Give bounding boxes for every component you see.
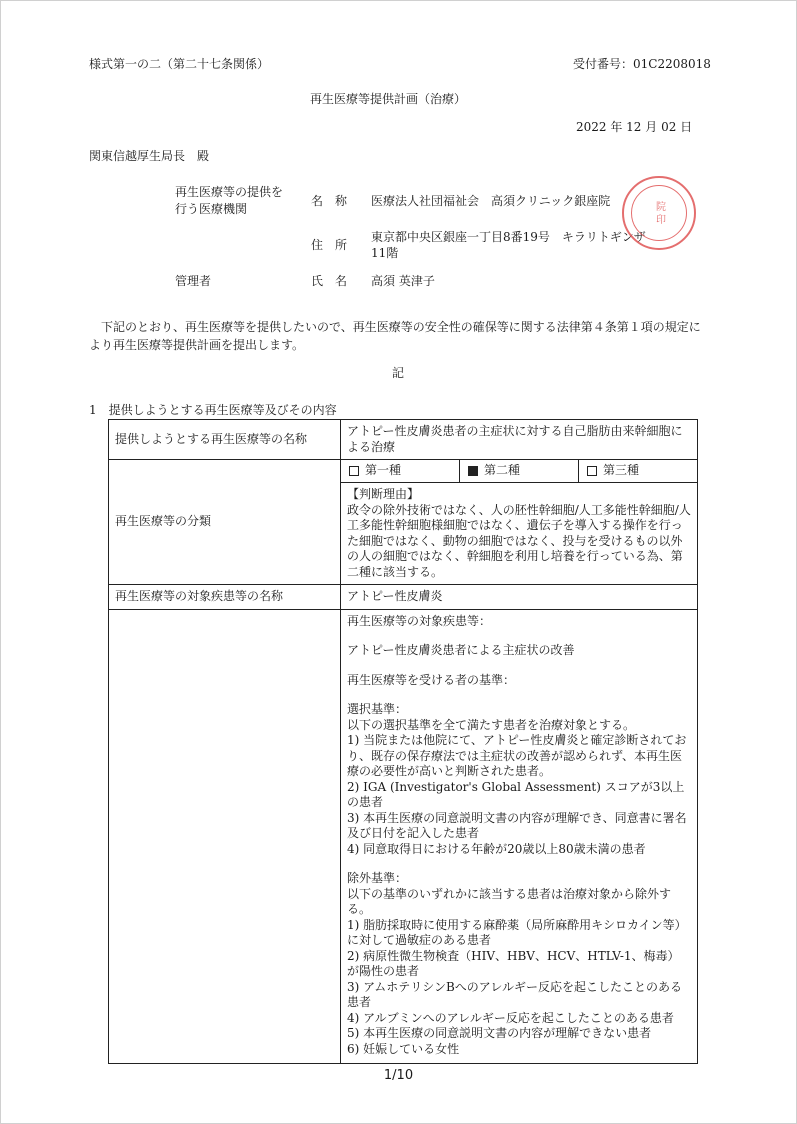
row-label-classification: 再生医療等の分類 xyxy=(109,460,341,585)
name-label: 名 称 xyxy=(311,194,348,208)
table-row-classification xyxy=(109,460,698,585)
plan-table xyxy=(108,419,698,1064)
manager-name: 高須 英津子 xyxy=(371,274,435,288)
target-heading: 再生医療等の対象疾患等： xyxy=(347,613,492,628)
provider-label-line2: 行う医療機関 xyxy=(175,202,248,216)
ki-heading: 記 xyxy=(392,366,405,380)
provider-label-line1: 再生医療等の提供を xyxy=(175,185,284,199)
form-label: 様式第一の二（第二十七条関係） xyxy=(89,57,270,71)
selection-criteria: 選択基準： 以下の選択基準を全て満たす患者を治療対象とする。 1) 当院または他院にて、アトピー性皮膚炎と確定診断されており、既存の保存療法では主症状の改善が認められず、本再生医療の必要性が高いと判断された患者。 2) IGA (Investigator's Global Assessment) スコアが3以上の患者 3) 本再生医療の同意説明文書の内容が理解でき、同意書に署名及び日付を記入した患者 4) 同意取得日における年齢が20歳以上80歳未満の患者 xyxy=(347,702,687,856)
classification-reason: 【判断理由】 政令の除外技術ではなく、人の胚性幹細胞/人工多能性幹細胞/人工多能性幹細胞様細胞ではなく、遺伝子を導入する操作を行った細胞ではなく、動物の細胞ではなく、投与を受けるもの以外の人の細胞ではなく、幹細胞を利用し培養を行っている為、第二種に該当する。 xyxy=(347,487,691,579)
section-1-title: 1 提供しようとする再生医療等及びその内容 xyxy=(89,403,337,417)
category-3-option: 第三種 xyxy=(579,460,697,482)
addressee: 関東信越厚生局長 殿 xyxy=(89,149,210,163)
clinic-seal-stamp: 院 印 xyxy=(622,176,696,250)
category-1-option: 第一種 xyxy=(341,460,460,482)
table-row-criteria xyxy=(109,609,698,1064)
row-value-name: アトピー性皮膚炎患者の主症状に対する自己脂肪由来幹細胞による治療 xyxy=(341,420,698,460)
address-line2: 11階 xyxy=(371,246,399,260)
address-line1: 東京都中央区銀座一丁目8番19号 キラリトギンザ xyxy=(371,230,646,244)
page-number: 1/10 xyxy=(383,1068,414,1083)
category-2-option: 第二種 xyxy=(460,460,579,482)
table-row-target-disease xyxy=(109,585,698,610)
exclusion-criteria: 除外基準： 以下の基準のいずれかに該当する患者は治療対象から除外する。 1) 脂肪採取時に使用する麻酔薬（局所麻酔用キシロカイン等）に対して過敏症のある患者 2) 病原性微生物検査（HIV、HBV、HCV、HTLV-1、梅毒）が陽性の患者 3) アムホテリシンBへのアレルギー反応を起こしたことのある患者 4) アルブミンへのアレルギー反応を起こしたことのある患者 5) 本再生医療の同意説明文書の内容が理解できない患者 6) 妊娠している女性 xyxy=(347,871,687,1056)
manager-name-label: 氏 名 xyxy=(311,274,348,288)
row-label-criteria-empty xyxy=(109,609,341,1064)
submission-date: 2022 年 12 月 02 日 xyxy=(576,120,693,134)
intro-paragraph: 下記のとおり、再生医療等を提供したいので、再生医療等の安全性の確保等に関する法律第４条第１項の規定により再生医療等提供計画を提出します。 xyxy=(89,320,701,352)
document-title: 再生医療等提供計画（治療） xyxy=(310,92,467,106)
target-value: アトピー性皮膚炎患者による主症状の改善 xyxy=(347,643,575,657)
address-label: 住 所 xyxy=(311,238,348,252)
checkbox-checked-icon xyxy=(468,466,478,476)
classification-options xyxy=(341,460,697,483)
manager-label: 管理者 xyxy=(175,274,212,288)
checkbox-empty-icon xyxy=(587,466,597,476)
row-label-target-disease: 再生医療等の対象疾患等の名称 xyxy=(109,585,341,610)
criteria-heading: 再生医療等を受ける者の基準： xyxy=(347,672,516,687)
row-value-target-disease: アトピー性皮膚炎 xyxy=(341,585,698,610)
receipt-number: 受付番号：01C2208018 xyxy=(573,57,711,71)
row-label-name: 提供しようとする再生医療等の名称 xyxy=(109,420,341,460)
table-row-name xyxy=(109,420,698,460)
institution-name: 医療法人社団福祉会 高須クリニック銀座院 xyxy=(371,194,611,208)
checkbox-empty-icon xyxy=(349,466,359,476)
